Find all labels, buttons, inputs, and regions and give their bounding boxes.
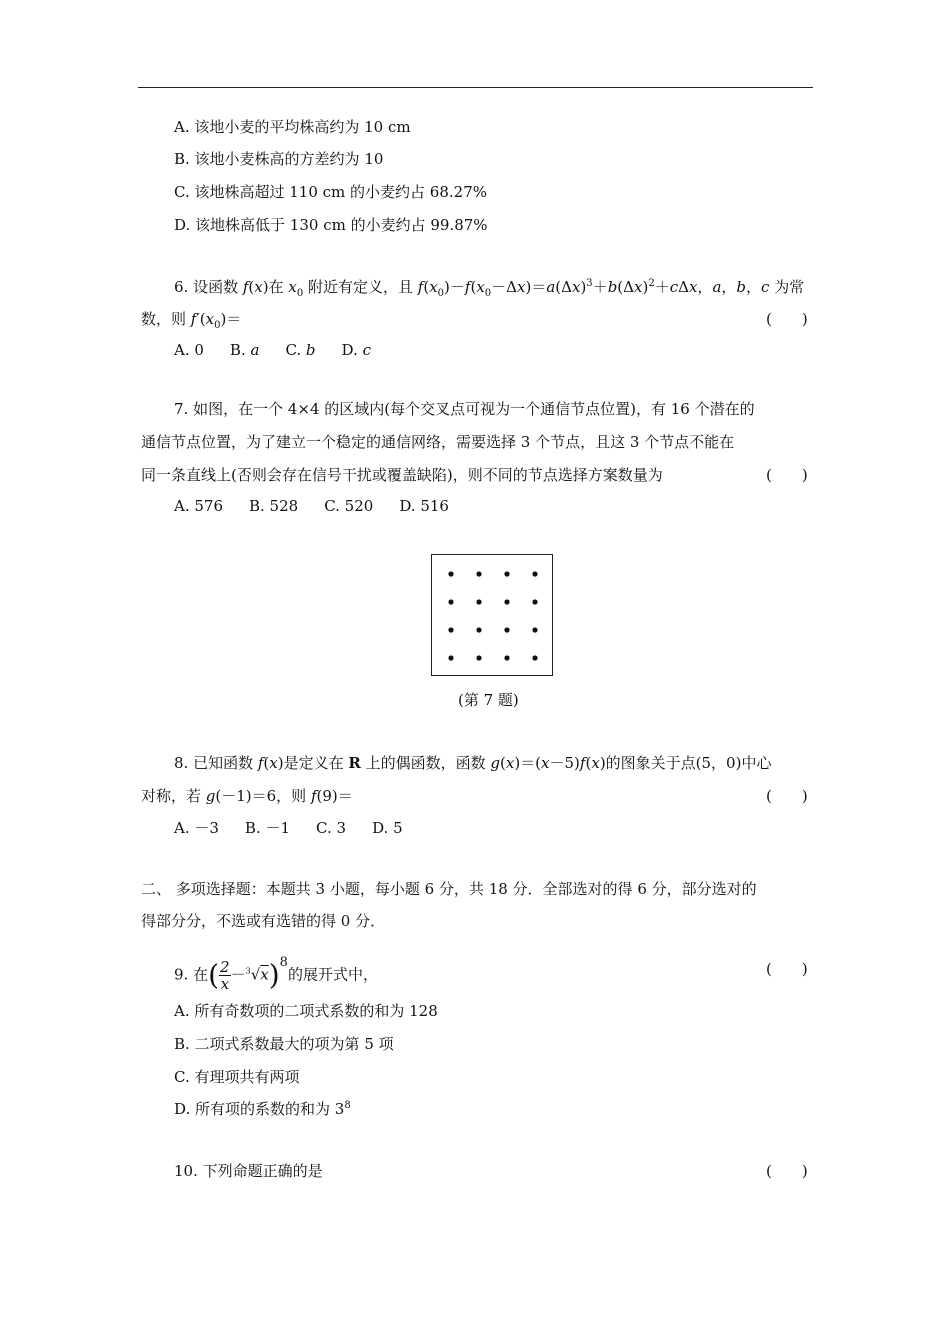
grid-node-dot bbox=[476, 655, 481, 660]
q5-option-b: B. 该地小麦株高的方差约为 10 bbox=[174, 150, 384, 168]
q6-option-d: D. c bbox=[341, 341, 371, 359]
q10-answer-bracket: ( ) bbox=[766, 1162, 808, 1180]
q6-option-c: C. b bbox=[285, 341, 316, 359]
grid-node-dot bbox=[532, 599, 537, 604]
q6-option-a: A. 0 bbox=[174, 341, 204, 359]
grid-node-dot bbox=[504, 655, 509, 660]
q8-option-b: B. －1 bbox=[244, 819, 291, 837]
q8-option-c: C. 3 bbox=[316, 819, 347, 837]
q6-option-b: B. a bbox=[229, 341, 260, 359]
grid-node-dot bbox=[476, 599, 481, 604]
q8-stem-line2: 对称，若 g(－1)＝6，则 f(9)＝ bbox=[141, 787, 353, 805]
q5-option-a: A. 该地小麦的平均株高约为 10 cm bbox=[174, 118, 411, 136]
q9-stem: 9. 在( $\frac{2}{x}$ －$^3$√x)$^8$的展开式中， bbox=[174, 954, 378, 993]
q7-figure-caption: (第 7 题) bbox=[458, 691, 519, 709]
q9-option-c: C. 有理项共有两项 bbox=[174, 1068, 300, 1086]
q7-node-grid-figure bbox=[431, 554, 553, 676]
q7-option-d: D. 516 bbox=[399, 497, 449, 515]
grid-node-dot bbox=[504, 627, 509, 632]
grid-node-dot bbox=[448, 655, 453, 660]
q6-stem-line2: 数，则 $f'(x_0)=$ bbox=[141, 310, 242, 331]
header-rule bbox=[138, 87, 813, 88]
grid-node-dot bbox=[504, 599, 509, 604]
q7-stem-line1: 7. 如图，在一个 4×4 的区域内(每个交叉点可视为一个通信节点位置)，有 16 个潜在的 bbox=[174, 400, 755, 418]
q6-answer-bracket: ( ) bbox=[766, 310, 808, 328]
q8-stem-line1: 8. 已知函数 f(x)是定义在 R 上的偶函数，函数 g(x)＝(x－5)f(x)的图象关于点(5，0)中心 bbox=[174, 754, 772, 772]
q8-option-a: A. －3 bbox=[174, 819, 219, 837]
q8-option-d: D. 5 bbox=[372, 819, 403, 837]
q7-answer-bracket: ( ) bbox=[766, 466, 808, 484]
q6-stem-line1: 6. 设函数 f(x)在 $x_0$ 附近有定义，且 $f(x_0)-f(x_0-\Delta x)=a(\Delta x)^3+b(\Delta x)^2+c\Delta x$，a，b，c 为常 bbox=[174, 278, 805, 299]
q9-answer-bracket: ( ) bbox=[766, 960, 808, 978]
grid-node-dot bbox=[448, 599, 453, 604]
q9-option-d: D. 所有项的系数的和为 3 bbox=[174, 1100, 345, 1118]
grid-node-dot bbox=[532, 655, 537, 660]
section2-heading-line1: 二、 多项选择题：本题共 3 小题，每小题 6 分，共 18 分．全部选对的得 6 分，部分选对的 bbox=[141, 880, 757, 898]
q7-options bbox=[174, 496, 449, 516]
grid-node-dot bbox=[532, 627, 537, 632]
q9-option-d-wrap: D. 所有项的系数的和为 $3^8$ bbox=[174, 1100, 351, 1118]
q7-option-a: A. 576 bbox=[174, 497, 223, 515]
section2-heading-line2: 得部分分，不选或有选错的得 0 分． bbox=[141, 912, 386, 930]
q8-answer-bracket: ( ) bbox=[766, 787, 808, 805]
q7-node-grid bbox=[432, 555, 552, 675]
q7-stem-line2: 通信节点位置，为了建立一个稳定的通信网络，需要选择 3 个节点，且这 3 个节点不能在 bbox=[141, 433, 735, 451]
grid-node-dot bbox=[476, 627, 481, 632]
grid-node-dot bbox=[476, 571, 481, 576]
q5-option-c: C. 该地株高超过 110 cm 的小麦约占 68.27% bbox=[174, 183, 488, 201]
grid-node-dot bbox=[504, 571, 509, 576]
q8-options bbox=[174, 818, 403, 838]
q7-stem-line3: 同一条直线上(否则会存在信号干扰或覆盖缺陷)，则不同的节点选择方案数量为 bbox=[141, 466, 663, 484]
q7-option-c: C. 520 bbox=[324, 497, 374, 515]
q7-option-b: B. 528 bbox=[249, 497, 299, 515]
q9-option-b: B. 二项式系数最大的项为第 5 项 bbox=[174, 1035, 394, 1053]
grid-node-dot bbox=[532, 571, 537, 576]
q5-option-d: D. 该地株高低于 130 cm 的小麦约占 99.87% bbox=[174, 216, 488, 234]
grid-node-dot bbox=[448, 571, 453, 576]
q6-options bbox=[174, 340, 371, 360]
q9-option-a: A. 所有奇数项的二项式系数的和为 128 bbox=[174, 1002, 438, 1020]
grid-node-dot bbox=[448, 627, 453, 632]
q9-fraction: $\frac{2}{x}$ bbox=[220, 958, 230, 993]
q10-stem: 10. 下列命题正确的是 bbox=[174, 1162, 323, 1180]
